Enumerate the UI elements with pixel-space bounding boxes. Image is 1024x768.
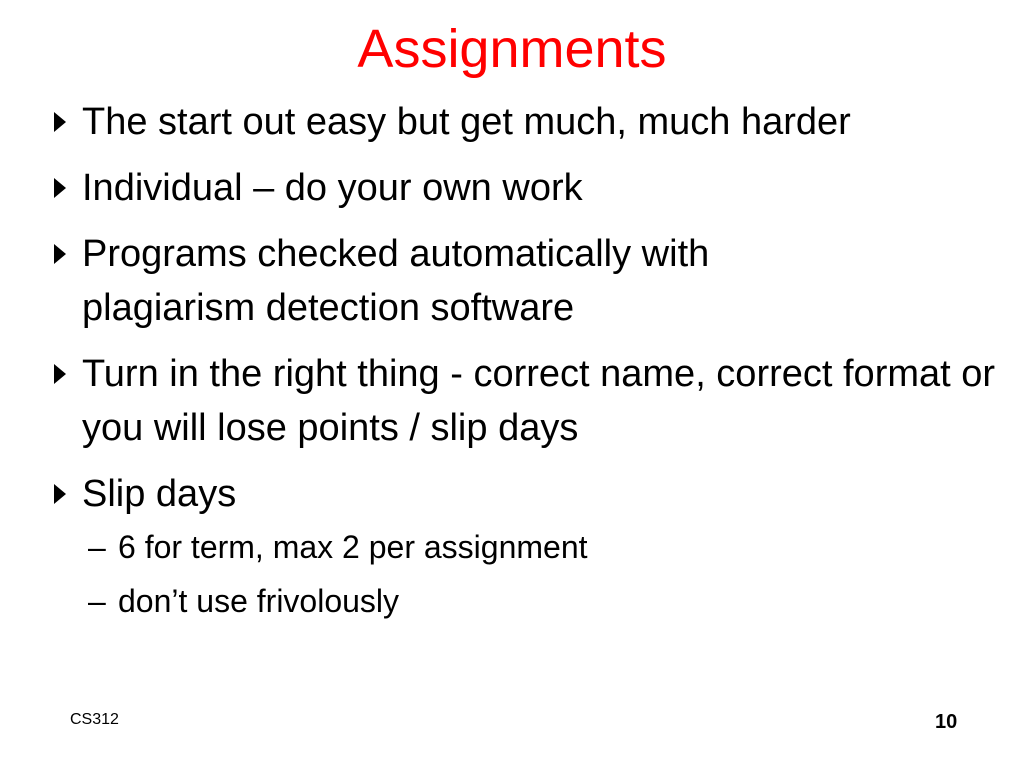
sub-bullet-text: 6 for term, max 2 per assignment (118, 529, 588, 565)
triangle-bullet-icon (54, 484, 66, 504)
footer-course-label: CS312 (70, 711, 119, 728)
footer-page-number: 10 (935, 711, 958, 733)
triangle-bullet-icon (54, 244, 66, 264)
sub-bullet-item (82, 579, 1014, 623)
bullet-item (44, 227, 882, 335)
sub-bullet-list (82, 525, 1014, 623)
bullet-item (44, 467, 1014, 623)
triangle-bullet-icon (54, 364, 66, 384)
dash-marker: – (88, 529, 106, 565)
sub-bullet-item (82, 525, 1014, 569)
dash-marker: – (88, 583, 106, 619)
bullet-text: Slip days (82, 473, 237, 515)
bullet-item (44, 95, 1014, 149)
slide-title: Assignments (357, 19, 667, 79)
triangle-bullet-icon (54, 112, 66, 132)
bullet-item (44, 347, 1024, 455)
bullet-text: Individual – do your own work (82, 167, 583, 209)
bullet-text: Programs checked automatically with plagiarism detection software (82, 233, 710, 329)
triangle-bullet-icon (54, 178, 66, 198)
bullet-list (44, 95, 1014, 635)
bullet-item (44, 161, 1014, 215)
bullet-text: The start out easy but get much, much harder (82, 101, 851, 143)
bullet-text: Turn in the right thing - correct name, correct format or you will lose points / slip days (82, 353, 996, 449)
sub-bullet-text: don’t use frivolously (118, 583, 400, 619)
